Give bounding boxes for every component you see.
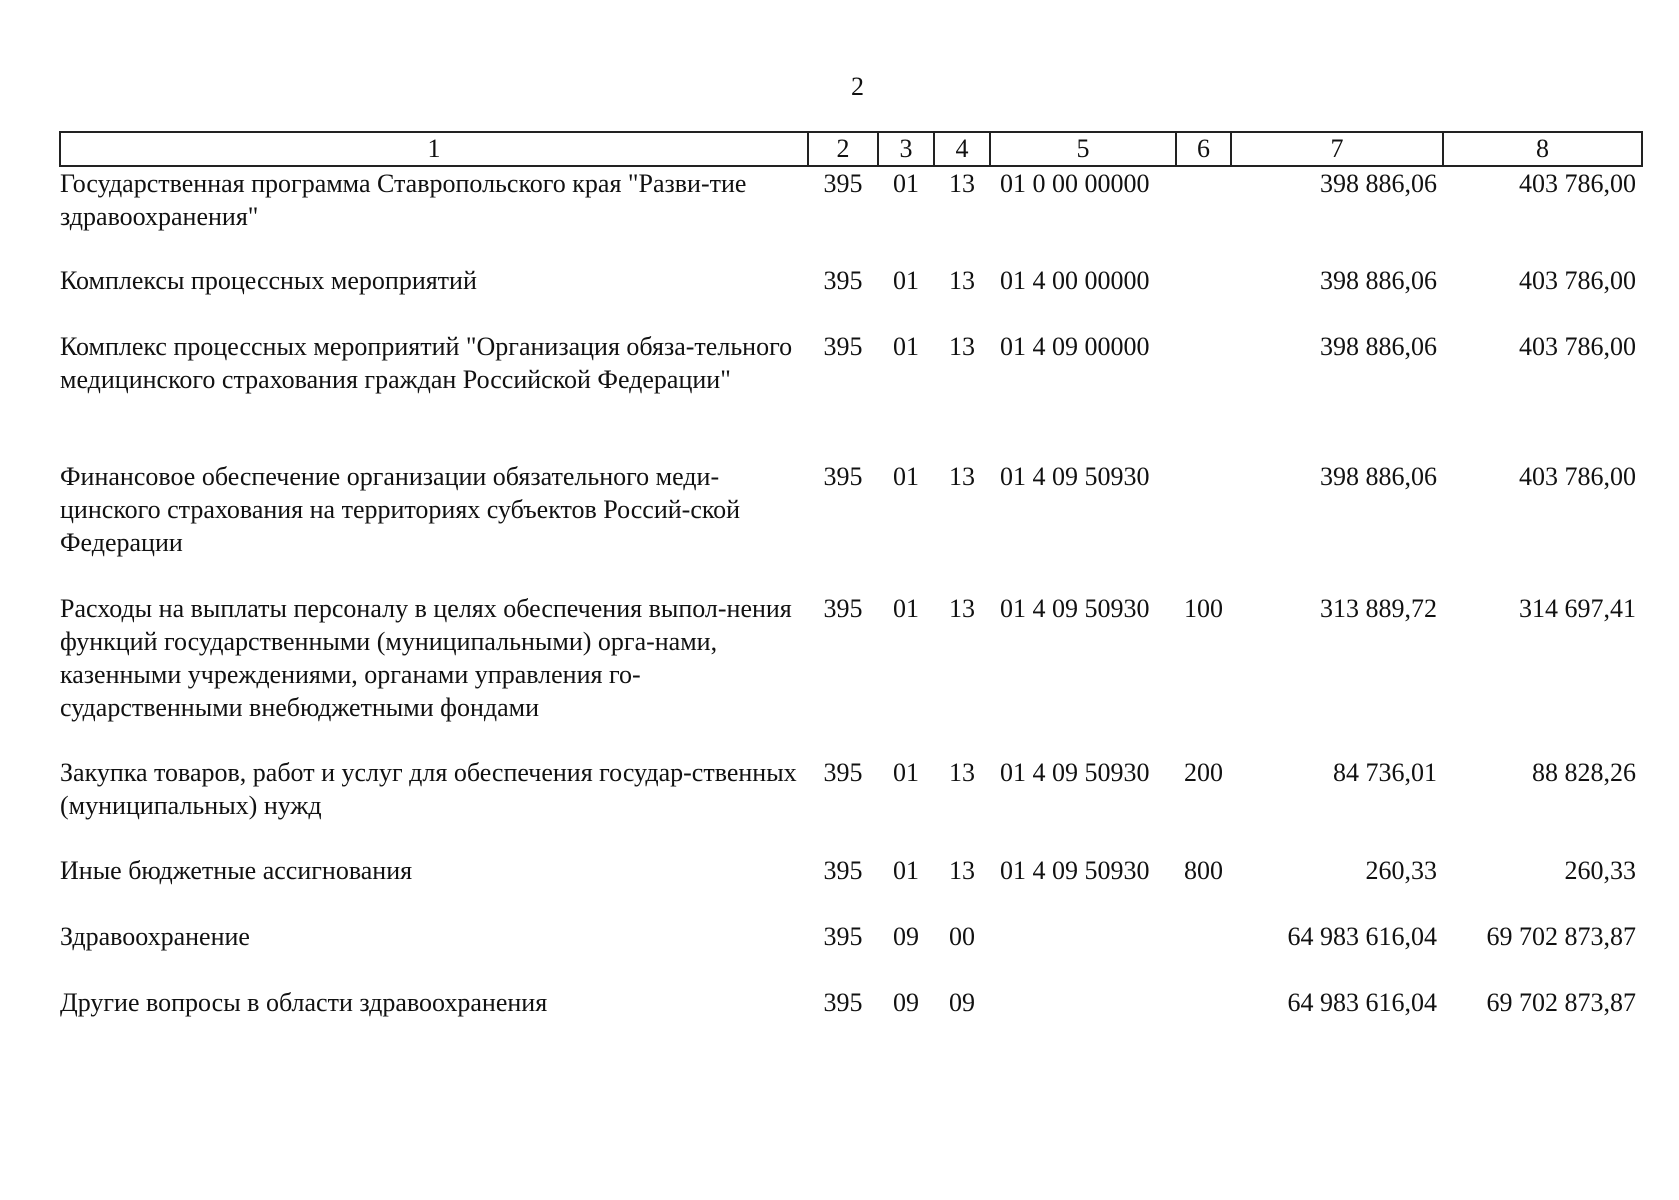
amount-year-1: 398 886,06	[1320, 266, 1437, 295]
subsection-code: 13	[949, 266, 975, 295]
expense-name: Государственная программа Ставропольского края "Разви-тие здравоохранения"	[60, 169, 747, 231]
section-code: 09	[893, 922, 919, 951]
expense-name: Другие вопросы в области здравоохранения	[60, 988, 548, 1017]
amount-year-2: 403 786,00	[1519, 169, 1636, 198]
ministry-code: 395	[823, 594, 863, 623]
expense-name: Иные бюджетные ассигнования	[60, 856, 413, 885]
column-header: 2	[808, 132, 878, 166]
amount-year-1: 84 736,01	[1333, 758, 1437, 787]
section-code: 01	[893, 169, 919, 198]
expense-type-code: 800	[1184, 856, 1223, 885]
table-row	[60, 166, 1642, 264]
table-body	[60, 166, 1642, 1052]
subsection-code: 13	[949, 594, 975, 623]
subsection-code: 13	[949, 856, 975, 885]
amount-year-2: 403 786,00	[1519, 462, 1636, 491]
table-header	[60, 132, 1642, 166]
ministry-code: 395	[823, 462, 863, 491]
column-header: 3	[878, 132, 934, 166]
page-number: 2	[851, 72, 864, 101]
expense-type-code	[1176, 460, 1231, 592]
expense-type-code	[1176, 986, 1231, 1052]
expense-name: Закупка товаров, работ и услуг для обеспечения государ-ственных (муниципальных) нужд	[60, 758, 797, 820]
table-row	[60, 854, 1642, 920]
target-article-code: 01 0 00 00000	[1000, 169, 1150, 198]
expense-type-code: 100	[1184, 594, 1223, 623]
amount-year-1: 398 886,06	[1320, 332, 1437, 361]
table-row	[60, 460, 1642, 592]
target-article-code: 01 4 09 50930	[1000, 594, 1150, 623]
section-code: 01	[893, 266, 919, 295]
ministry-code: 395	[823, 169, 863, 198]
amount-year-1: 398 886,06	[1320, 462, 1437, 491]
expense-name: Здравоохранение	[60, 922, 250, 951]
expense-name: Комплексы процессных мероприятий	[60, 266, 477, 295]
amount-year-1: 64 983 616,04	[1287, 922, 1437, 951]
section-code: 01	[893, 758, 919, 787]
amount-year-2: 403 786,00	[1519, 332, 1636, 361]
amount-year-1: 64 983 616,04	[1287, 988, 1437, 1017]
column-header: 5	[990, 132, 1176, 166]
amount-year-2: 260,33	[1564, 856, 1636, 885]
ministry-code: 395	[823, 856, 863, 885]
expense-type-code	[1176, 166, 1231, 264]
target-article-code: 01 4 09 50930	[1000, 856, 1150, 885]
expense-name: Комплекс процессных мероприятий "Организация обяза-тельного медицинского страхования граждан Российской Федерации"	[60, 332, 793, 394]
target-article-code	[990, 986, 1176, 1052]
section-code: 01	[893, 332, 919, 361]
amount-year-2: 403 786,00	[1519, 266, 1636, 295]
column-header: 4	[934, 132, 990, 166]
target-article-code	[990, 920, 1176, 986]
ministry-code: 395	[823, 922, 863, 951]
section-code: 01	[893, 856, 919, 885]
table-row	[60, 592, 1642, 756]
target-article-code: 01 4 09 50930	[1000, 462, 1150, 491]
amount-year-1: 398 886,06	[1320, 169, 1437, 198]
budget-table	[59, 131, 1643, 1052]
expense-type-code	[1176, 920, 1231, 986]
subsection-code: 13	[949, 462, 975, 491]
amount-year-2: 88 828,26	[1532, 758, 1636, 787]
table-row	[60, 330, 1642, 460]
subsection-code: 00	[949, 922, 975, 951]
subsection-code: 13	[949, 332, 975, 361]
subsection-code: 13	[949, 758, 975, 787]
column-header: 6	[1176, 132, 1231, 166]
target-article-code: 01 4 09 00000	[1000, 332, 1150, 361]
amount-year-1: 313 889,72	[1320, 594, 1437, 623]
column-header: 7	[1231, 132, 1443, 166]
table-row	[60, 986, 1642, 1052]
target-article-code: 01 4 00 00000	[1000, 266, 1150, 295]
table-row	[60, 920, 1642, 986]
column-header: 8	[1443, 132, 1642, 166]
expense-name: Расходы на выплаты персоналу в целях обеспечения выпол-нения функций государственными (муниципальными) орга-нами, казенными учреждениями, органами управления го-сударственными внебюджетными фондами	[60, 594, 792, 722]
table-row	[60, 756, 1642, 854]
table-row	[60, 264, 1642, 330]
ministry-code: 395	[823, 758, 863, 787]
expense-type-code	[1176, 264, 1231, 330]
target-article-code: 01 4 09 50930	[1000, 758, 1150, 787]
ministry-code: 395	[823, 266, 863, 295]
expense-type-code: 200	[1184, 758, 1223, 787]
subsection-code: 13	[949, 169, 975, 198]
section-code: 01	[893, 462, 919, 491]
amount-year-1: 260,33	[1365, 856, 1437, 885]
amount-year-2: 69 702 873,87	[1486, 922, 1636, 951]
amount-year-2: 69 702 873,87	[1486, 988, 1636, 1017]
expense-type-code	[1176, 330, 1231, 460]
header-row	[60, 132, 1642, 166]
expense-name: Финансовое обеспечение организации обязательного меди-цинского страхования на территориях субъектов Россий-ской Федерации	[60, 462, 741, 557]
ministry-code: 395	[823, 988, 863, 1017]
column-header: 1	[60, 132, 808, 166]
ministry-code: 395	[823, 332, 863, 361]
section-code: 01	[893, 594, 919, 623]
section-code: 09	[893, 988, 919, 1017]
subsection-code: 09	[949, 988, 975, 1017]
amount-year-2: 314 697,41	[1519, 594, 1636, 623]
